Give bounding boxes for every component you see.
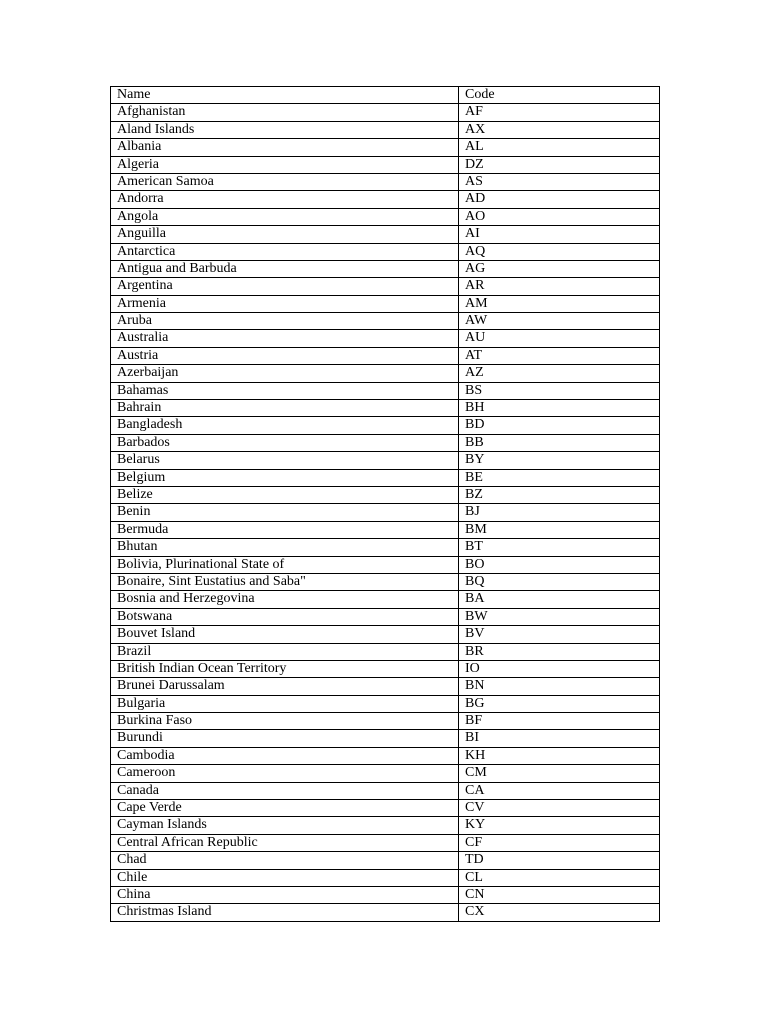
table-row — [111, 417, 660, 434]
country-name-cell: American Samoa — [111, 173, 459, 190]
country-name-cell: Aruba — [111, 313, 459, 330]
table-row — [111, 834, 660, 851]
country-code-cell: AD — [459, 191, 660, 208]
country-code-cell: BV — [459, 626, 660, 643]
table-row — [111, 765, 660, 782]
country-code-cell: BE — [459, 469, 660, 486]
country-name-cell: Barbados — [111, 434, 459, 451]
table-row — [111, 365, 660, 382]
country-name-cell: Cayman Islands — [111, 817, 459, 834]
country-name-cell: Armenia — [111, 295, 459, 312]
country-code-cell: BN — [459, 678, 660, 695]
country-code-cell: BW — [459, 608, 660, 625]
header-name-cell: Name — [111, 87, 459, 104]
country-name-cell: Belgium — [111, 469, 459, 486]
country-code-cell: AM — [459, 295, 660, 312]
country-code-cell: BH — [459, 400, 660, 417]
country-code-cell: CL — [459, 869, 660, 886]
country-name-cell: Bulgaria — [111, 695, 459, 712]
country-name-cell: Bonaire, Sint Eustatius and Saba" — [111, 573, 459, 590]
country-name-cell: Christmas Island — [111, 904, 459, 921]
country-code-cell: AL — [459, 139, 660, 156]
table-row — [111, 573, 660, 590]
country-code-cell: BF — [459, 713, 660, 730]
table-body — [111, 87, 660, 922]
country-code-cell: KH — [459, 747, 660, 764]
country-code-cell: AU — [459, 330, 660, 347]
country-name-cell: Cape Verde — [111, 800, 459, 817]
table-row — [111, 243, 660, 260]
table-row — [111, 400, 660, 417]
country-code-cell: AW — [459, 313, 660, 330]
table-row — [111, 695, 660, 712]
table-row — [111, 660, 660, 677]
country-name-cell: British Indian Ocean Territory — [111, 660, 459, 677]
country-code-cell: AZ — [459, 365, 660, 382]
country-name-cell: Benin — [111, 504, 459, 521]
country-name-cell: Burkina Faso — [111, 713, 459, 730]
table-row — [111, 191, 660, 208]
table-row — [111, 452, 660, 469]
country-code-cell: AT — [459, 347, 660, 364]
country-code-cell: AI — [459, 226, 660, 243]
table-row — [111, 139, 660, 156]
table-row — [111, 643, 660, 660]
country-name-cell: Bahamas — [111, 382, 459, 399]
table-row — [111, 886, 660, 903]
country-code-cell: BR — [459, 643, 660, 660]
country-name-cell: Australia — [111, 330, 459, 347]
country-code-cell: BQ — [459, 573, 660, 590]
country-name-cell: Central African Republic — [111, 834, 459, 851]
table-row — [111, 817, 660, 834]
table-row — [111, 104, 660, 121]
table-row — [111, 208, 660, 225]
country-name-cell: Bahrain — [111, 400, 459, 417]
country-code-cell: CA — [459, 782, 660, 799]
country-name-cell: Azerbaijan — [111, 365, 459, 382]
country-code-cell: BI — [459, 730, 660, 747]
table-row — [111, 869, 660, 886]
table-row — [111, 626, 660, 643]
country-code-cell: BG — [459, 695, 660, 712]
country-name-cell: Canada — [111, 782, 459, 799]
table-row — [111, 852, 660, 869]
country-name-cell: China — [111, 886, 459, 903]
table-row — [111, 556, 660, 573]
country-code-cell: CX — [459, 904, 660, 921]
country-name-cell: Chile — [111, 869, 459, 886]
country-name-cell: Burundi — [111, 730, 459, 747]
country-name-cell: Algeria — [111, 156, 459, 173]
table-row — [111, 434, 660, 451]
country-name-cell: Afghanistan — [111, 104, 459, 121]
country-name-cell: Argentina — [111, 278, 459, 295]
table-row — [111, 800, 660, 817]
country-name-cell: Brunei Darussalam — [111, 678, 459, 695]
table-header-row — [111, 87, 660, 104]
country-name-cell: Angola — [111, 208, 459, 225]
country-code-cell: BY — [459, 452, 660, 469]
table-row — [111, 156, 660, 173]
table-row — [111, 539, 660, 556]
table-row — [111, 713, 660, 730]
table-row — [111, 504, 660, 521]
table-row — [111, 226, 660, 243]
country-code-cell: BD — [459, 417, 660, 434]
table-row — [111, 382, 660, 399]
country-code-table — [110, 86, 660, 922]
country-name-cell: Anguilla — [111, 226, 459, 243]
table-row — [111, 313, 660, 330]
country-code-cell: CV — [459, 800, 660, 817]
country-name-cell: Bosnia and Herzegovina — [111, 591, 459, 608]
country-code-cell: CN — [459, 886, 660, 903]
table-row — [111, 747, 660, 764]
country-code-cell: BT — [459, 539, 660, 556]
country-name-cell: Bolivia, Plurinational State of — [111, 556, 459, 573]
country-code-cell: AX — [459, 121, 660, 138]
table-row — [111, 521, 660, 538]
table-row — [111, 486, 660, 503]
country-code-cell: CM — [459, 765, 660, 782]
country-code-cell: DZ — [459, 156, 660, 173]
country-name-cell: Cameroon — [111, 765, 459, 782]
country-name-cell: Aland Islands — [111, 121, 459, 138]
country-name-cell: Andorra — [111, 191, 459, 208]
table-row — [111, 469, 660, 486]
country-code-cell: AO — [459, 208, 660, 225]
country-code-cell: AQ — [459, 243, 660, 260]
country-code-cell: AR — [459, 278, 660, 295]
country-code-cell: AG — [459, 260, 660, 277]
country-code-cell: BB — [459, 434, 660, 451]
country-code-cell: AF — [459, 104, 660, 121]
table-row — [111, 278, 660, 295]
country-name-cell: Belarus — [111, 452, 459, 469]
country-code-cell: BZ — [459, 486, 660, 503]
country-name-cell: Cambodia — [111, 747, 459, 764]
country-name-cell: Bermuda — [111, 521, 459, 538]
table-row — [111, 330, 660, 347]
country-code-cell: IO — [459, 660, 660, 677]
table-row — [111, 591, 660, 608]
table-row — [111, 678, 660, 695]
country-name-cell: Chad — [111, 852, 459, 869]
country-name-cell: Austria — [111, 347, 459, 364]
header-code-cell: Code — [459, 87, 660, 104]
country-code-cell: BA — [459, 591, 660, 608]
country-code-cell: BS — [459, 382, 660, 399]
country-name-cell: Botswana — [111, 608, 459, 625]
table-row — [111, 730, 660, 747]
table-row — [111, 608, 660, 625]
table-row — [111, 260, 660, 277]
table-row — [111, 295, 660, 312]
country-name-cell: Albania — [111, 139, 459, 156]
country-code-cell: BJ — [459, 504, 660, 521]
table-row — [111, 904, 660, 921]
table-row — [111, 347, 660, 364]
country-code-cell: AS — [459, 173, 660, 190]
country-code-cell: BO — [459, 556, 660, 573]
table-row — [111, 782, 660, 799]
country-name-cell: Bhutan — [111, 539, 459, 556]
country-name-cell: Brazil — [111, 643, 459, 660]
country-name-cell: Bouvet Island — [111, 626, 459, 643]
country-name-cell: Belize — [111, 486, 459, 503]
table-row — [111, 173, 660, 190]
country-name-cell: Antigua and Barbuda — [111, 260, 459, 277]
country-code-cell: CF — [459, 834, 660, 851]
country-name-cell: Antarctica — [111, 243, 459, 260]
country-code-cell: BM — [459, 521, 660, 538]
country-code-cell: TD — [459, 852, 660, 869]
country-code-cell: KY — [459, 817, 660, 834]
table-row — [111, 121, 660, 138]
country-name-cell: Bangladesh — [111, 417, 459, 434]
